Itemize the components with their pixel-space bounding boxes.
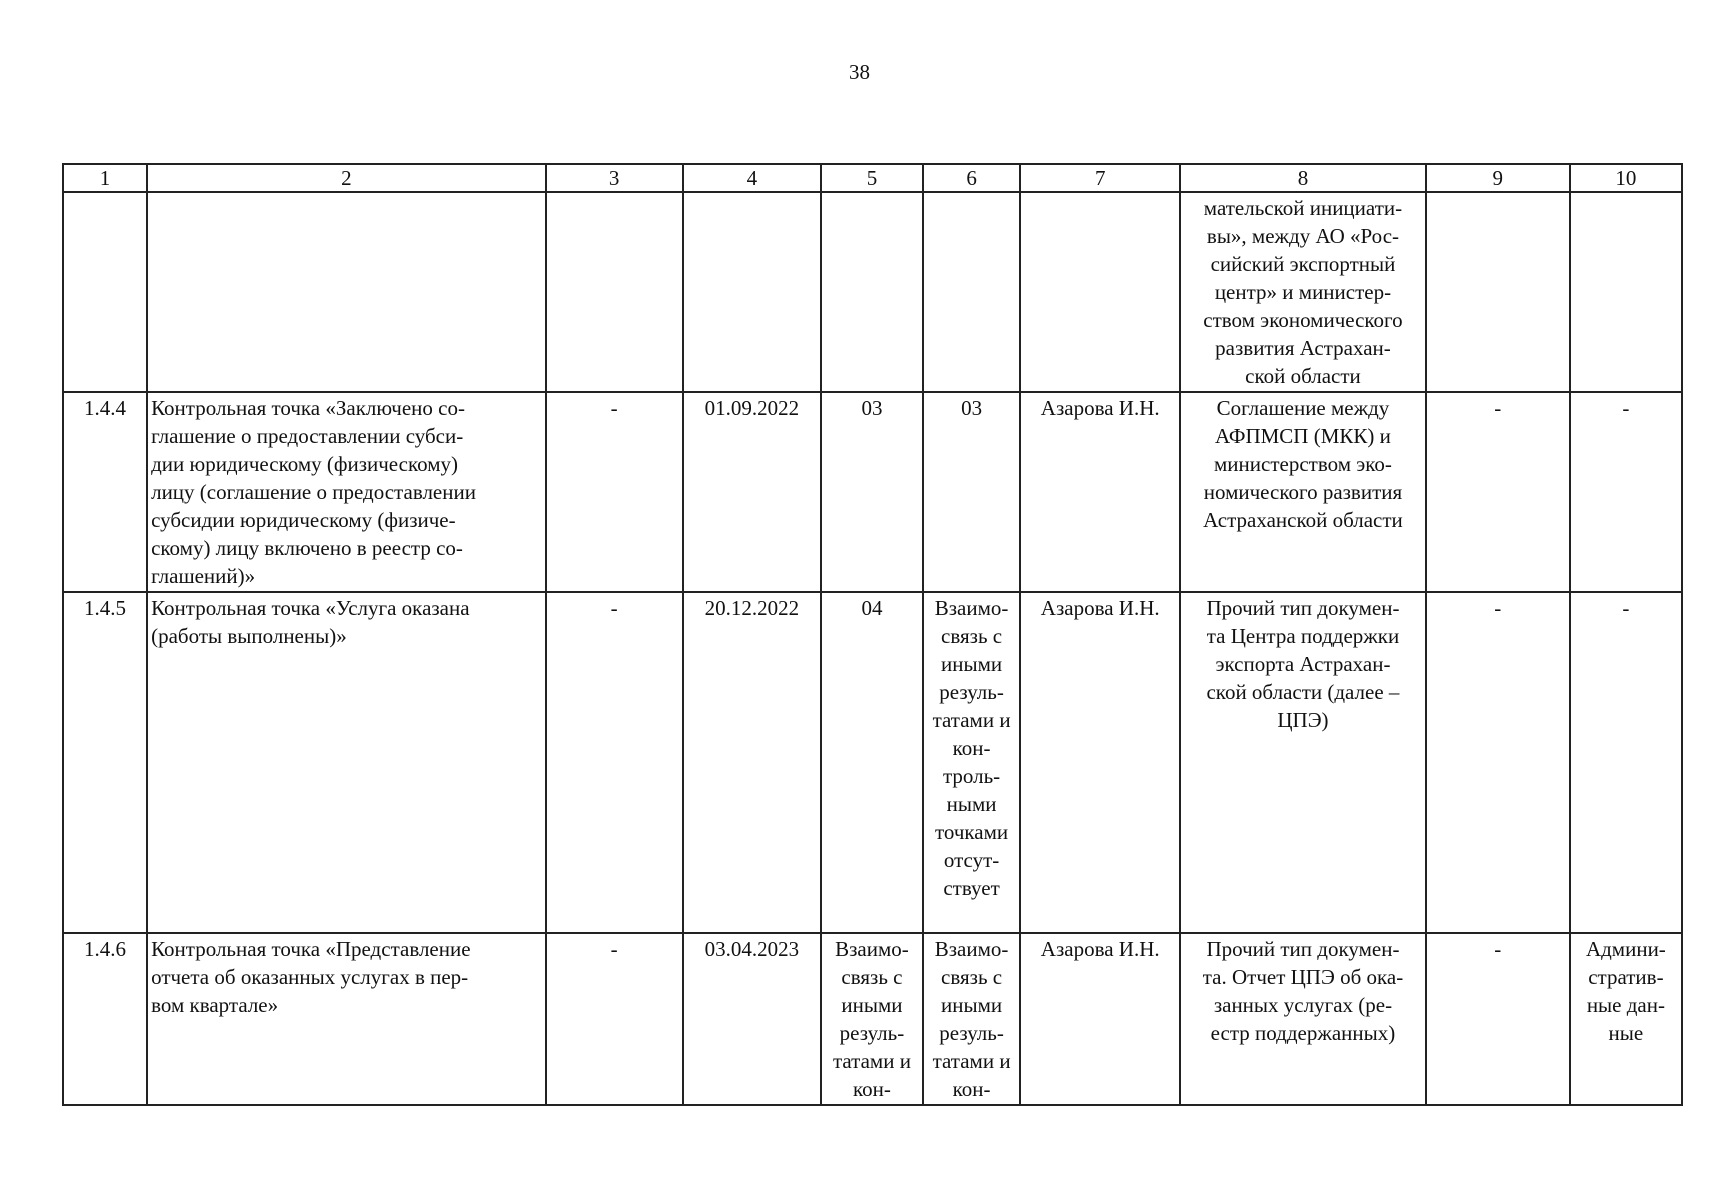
cell-document: Прочий тип докумен- та Центра поддержки экспорта Астрахан- ской области (далее – ЦПЭ) (1180, 592, 1425, 933)
column-header: 1 (63, 164, 147, 192)
cell-col5: 03 (821, 392, 923, 592)
cell-responsible: Азарова И.Н. (1020, 933, 1180, 1105)
cell-col10: - (1570, 392, 1682, 592)
cell-col5: Взаимо- связь с иными резуль- татами и кон- (821, 933, 923, 1105)
cell-number (63, 192, 147, 392)
cell-col9: - (1426, 933, 1570, 1105)
column-header: 3 (546, 164, 683, 192)
header-row (63, 164, 1682, 192)
cell-col6: 03 (923, 392, 1020, 592)
cell-col5 (821, 192, 923, 392)
cell-col10: Админи- стратив- ные дан- ные (1570, 933, 1682, 1105)
cell-col9 (1426, 192, 1570, 392)
cell-col9: - (1426, 392, 1570, 592)
cell-date: 03.04.2023 (683, 933, 821, 1105)
column-header: 5 (821, 164, 923, 192)
cell-document: Соглашение между АФПМСП (МКК) и министерством эко- номического развития Астраханской области (1180, 392, 1425, 592)
cell-number: 1.4.4 (63, 392, 147, 592)
table-row (63, 933, 1682, 1105)
cell-col3: - (546, 392, 683, 592)
cell-name: Контрольная точка «Услуга оказана (работы выполнены)» (147, 592, 545, 933)
cell-name: Контрольная точка «Представление отчета об оказанных услугах в пер- вом квартале» (147, 933, 545, 1105)
cell-number: 1.4.6 (63, 933, 147, 1105)
table-row (63, 392, 1682, 592)
cell-col10: - (1570, 592, 1682, 933)
cell-col5: 04 (821, 592, 923, 933)
cell-col6 (923, 192, 1020, 392)
cell-number: 1.4.5 (63, 592, 147, 933)
cell-name (147, 192, 545, 392)
column-header: 8 (1180, 164, 1425, 192)
cell-responsible (1020, 192, 1180, 392)
table-row (63, 192, 1682, 392)
control-points-table (62, 163, 1683, 1106)
cell-col3: - (546, 933, 683, 1105)
column-header: 9 (1426, 164, 1570, 192)
cell-responsible: Азарова И.Н. (1020, 392, 1180, 592)
cell-date: 01.09.2022 (683, 392, 821, 592)
cell-col3: - (546, 592, 683, 933)
cell-document: Прочий тип докумен- та. Отчет ЦПЭ об ока- занных услугах (ре- естр поддержанных) (1180, 933, 1425, 1105)
cell-col9: - (1426, 592, 1570, 933)
column-header: 4 (683, 164, 821, 192)
cell-col6: Взаимо- связь с иными резуль- татами и кон- (923, 933, 1020, 1105)
cell-document: мательской инициати- вы», между АО «Рос- сийский экспортный центр» и министер- ством экономического развития Астрахан- ской области (1180, 192, 1425, 392)
column-header: 2 (147, 164, 545, 192)
cell-col6: Взаимо- связь с иными резуль- татами и кон- троль- ными точками отсут- ствует (923, 592, 1020, 933)
column-header: 6 (923, 164, 1020, 192)
cell-col3 (546, 192, 683, 392)
page-number: 38 (849, 60, 870, 84)
cell-date: 20.12.2022 (683, 592, 821, 933)
column-header: 10 (1570, 164, 1682, 192)
cell-date (683, 192, 821, 392)
column-header: 7 (1020, 164, 1180, 192)
cell-name: Контрольная точка «Заключено со- глашение о предоставлении субси- дии юридическому (физическому) лицу (соглашение о предоставлении субсидии юридическому (физиче- скому) лицу включено в реестр со- глашений)» (147, 392, 545, 592)
cell-responsible: Азарова И.Н. (1020, 592, 1180, 933)
cell-col10 (1570, 192, 1682, 392)
table-row (63, 592, 1682, 933)
